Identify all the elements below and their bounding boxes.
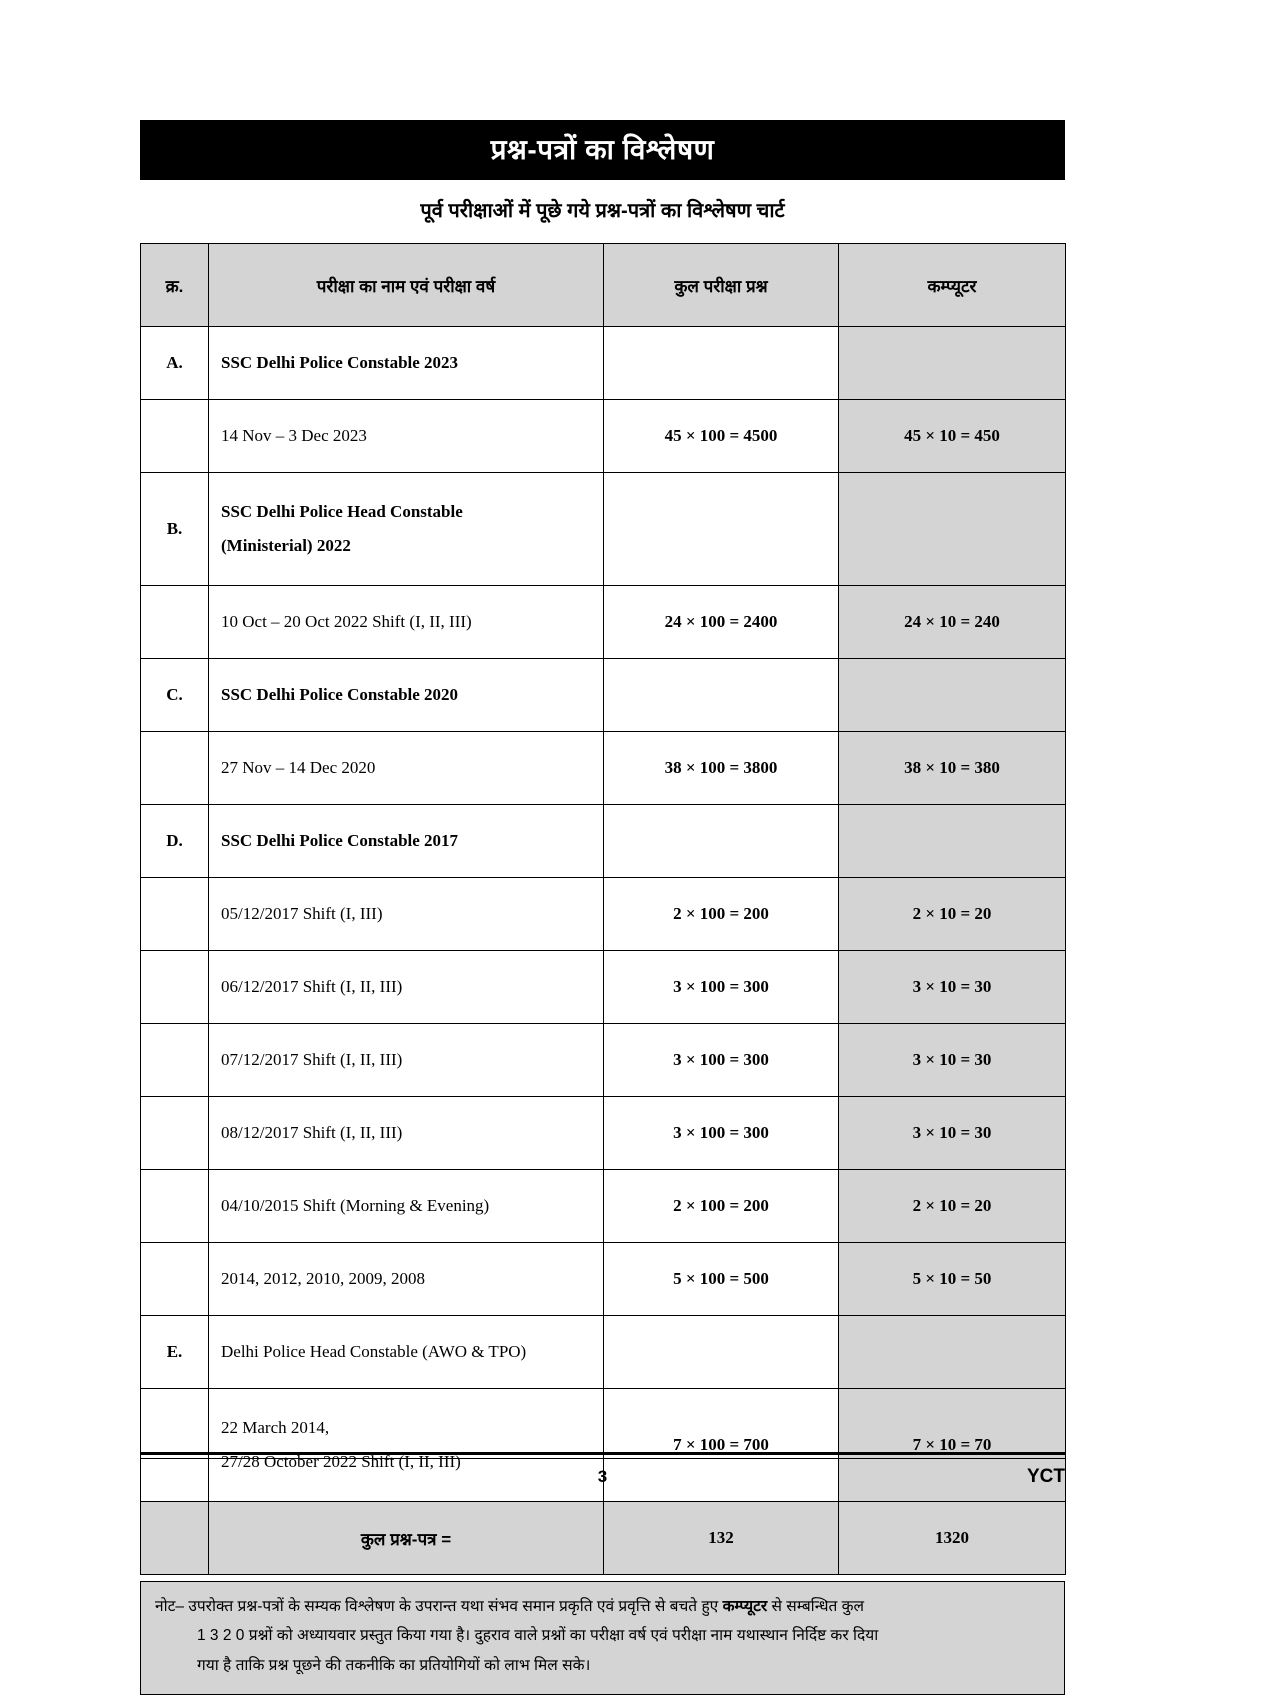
table-row	[141, 473, 1066, 586]
row-exam-name-line2: (Ministerial) 2022	[221, 536, 351, 555]
note-line1-b: से सम्बन्धित कुल	[767, 1598, 865, 1615]
row-computer: 3 × 10 = 30	[839, 1024, 1066, 1097]
row-total	[604, 659, 839, 732]
row-total: 7 × 100 = 700	[604, 1389, 839, 1502]
row-sr	[141, 878, 209, 951]
note-line3: गया है ताकि प्रश्न पूछने की तकनीकि का प्रतियोगियों को लाभ मिल सके।	[197, 1656, 591, 1674]
table-row	[141, 659, 1066, 732]
row-sr	[141, 732, 209, 805]
row-exam-name: Delhi Police Head Constable (AWO & TPO)	[209, 1316, 604, 1389]
row-computer	[839, 805, 1066, 878]
column-header-computer: कम्प्यूटर	[839, 244, 1066, 327]
row-sr: E.	[141, 1316, 209, 1389]
table-header-row	[141, 244, 1066, 327]
row-computer	[839, 473, 1066, 586]
row-sr	[141, 951, 209, 1024]
analysis-table	[140, 243, 1066, 1575]
row-computer: 3 × 10 = 30	[839, 1097, 1066, 1170]
row-sr	[141, 1097, 209, 1170]
table-row	[141, 1243, 1066, 1316]
row-computer: 38 × 10 = 380	[839, 732, 1066, 805]
table-row	[141, 327, 1066, 400]
note-line2: 1 3 2 0 प्रश्नों को अध्यायवार प्रस्तुत किया गया है। दुहराव वाले प्रश्नों का परीक्षा वर्ष एवं परीक्षा नाम यथास्थान निर्दिष्ट कर दिया	[197, 1627, 879, 1645]
row-exam-name	[209, 473, 604, 586]
row-exam-name: 07/12/2017 Shift (I, II, III)	[209, 1024, 604, 1097]
row-exam-name: 06/12/2017 Shift (I, II, III)	[209, 951, 604, 1024]
row-total: 45 × 100 = 4500	[604, 400, 839, 473]
note-line1-bold: कम्प्यूटर	[722, 1598, 768, 1615]
row-exam-name-line1: 22 March 2014,	[221, 1418, 330, 1437]
page-number: 3	[597, 1467, 608, 1486]
row-exam-name: SSC Delhi Police Constable 2017	[209, 805, 604, 878]
row-computer	[839, 327, 1066, 400]
row-sr	[141, 586, 209, 659]
row-computer: 2 × 10 = 20	[839, 1170, 1066, 1243]
note-line1-a: उपरोक्त प्रश्न-पत्रों के सम्यक विश्लेषण के उपरान्त यथा संभव समान प्रकृति एवं प्रवृत्ति से बचते हुए	[188, 1598, 723, 1615]
page-subtitle: पूर्व परीक्षाओं में पूछे गये प्रश्न-पत्रों का विश्लेषण चार्ट	[420, 200, 785, 222]
total-row-sr	[141, 1502, 209, 1575]
row-sr: D.	[141, 805, 209, 878]
row-computer: 5 × 10 = 50	[839, 1243, 1066, 1316]
row-total: 3 × 100 = 300	[604, 1097, 839, 1170]
row-total: 24 × 100 = 2400	[604, 586, 839, 659]
row-sr: C.	[141, 659, 209, 732]
column-header-exam-name: परीक्षा का नाम एवं परीक्षा वर्ष	[209, 244, 604, 327]
row-total: 2 × 100 = 200	[604, 878, 839, 951]
total-row-label: कुल प्रश्न-पत्र =	[209, 1502, 604, 1575]
footer-rule-thin	[140, 1458, 1065, 1459]
row-computer: 45 × 10 = 450	[839, 400, 1066, 473]
total-row-total: 132	[604, 1502, 839, 1575]
table-row	[141, 732, 1066, 805]
row-sr: B.	[141, 473, 209, 586]
row-exam-name: 27 Nov – 14 Dec 2020	[209, 732, 604, 805]
row-total: 5 × 100 = 500	[604, 1243, 839, 1316]
row-total: 3 × 100 = 300	[604, 1024, 839, 1097]
column-header-sr: क्र.	[141, 244, 209, 327]
table-row	[141, 400, 1066, 473]
row-sr: A.	[141, 327, 209, 400]
row-total: 38 × 100 = 3800	[604, 732, 839, 805]
row-exam-name: 10 Oct – 20 Oct 2022 Shift (I, II, III)	[209, 586, 604, 659]
row-sr	[141, 1024, 209, 1097]
row-exam-name-line1: SSC Delhi Police Head Constable	[221, 502, 463, 521]
row-exam-name: 2014, 2012, 2010, 2009, 2008	[209, 1243, 604, 1316]
row-exam-name: SSC Delhi Police Constable 2023	[209, 327, 604, 400]
row-exam-name: SSC Delhi Police Constable 2020	[209, 659, 604, 732]
note-block	[140, 1581, 1065, 1695]
total-row-computer: 1320	[839, 1502, 1066, 1575]
row-exam-name: 14 Nov – 3 Dec 2023	[209, 400, 604, 473]
page-title: प्रश्न-पत्रों का विश्लेषण	[140, 120, 1065, 180]
row-total	[604, 805, 839, 878]
footer-rule-thick	[140, 1452, 1065, 1455]
row-exam-name: 08/12/2017 Shift (I, II, III)	[209, 1097, 604, 1170]
column-header-total-questions: कुल परीक्षा प्रश्न	[604, 244, 839, 327]
row-sr	[141, 1170, 209, 1243]
table-row	[141, 1097, 1066, 1170]
table-row	[141, 586, 1066, 659]
row-sr	[141, 1243, 209, 1316]
row-computer: 24 × 10 = 240	[839, 586, 1066, 659]
row-exam-name: 05/12/2017 Shift (I, III)	[209, 878, 604, 951]
table-row	[141, 1024, 1066, 1097]
row-computer: 3 × 10 = 30	[839, 951, 1066, 1024]
table-row	[141, 805, 1066, 878]
row-total: 3 × 100 = 300	[604, 951, 839, 1024]
row-sr	[141, 400, 209, 473]
table-row	[141, 878, 1066, 951]
row-computer: 7 × 10 = 70	[839, 1389, 1066, 1502]
row-computer: 2 × 10 = 20	[839, 878, 1066, 951]
row-total	[604, 327, 839, 400]
note-label: नोट–	[155, 1598, 185, 1615]
footer-brand: YCT	[1027, 1466, 1065, 1487]
row-total: 2 × 100 = 200	[604, 1170, 839, 1243]
row-exam-name-line2: 27/28 October 2022 Shift (I, II, III)	[221, 1452, 461, 1471]
table-row	[141, 1170, 1066, 1243]
page-footer	[140, 1452, 1065, 1487]
row-total	[604, 1316, 839, 1389]
table-total-row	[141, 1502, 1066, 1575]
table-row	[141, 1316, 1066, 1389]
row-computer	[839, 659, 1066, 732]
row-exam-name: 04/10/2015 Shift (Morning & Evening)	[209, 1170, 604, 1243]
row-computer	[839, 1316, 1066, 1389]
row-total	[604, 473, 839, 586]
table-row	[141, 951, 1066, 1024]
